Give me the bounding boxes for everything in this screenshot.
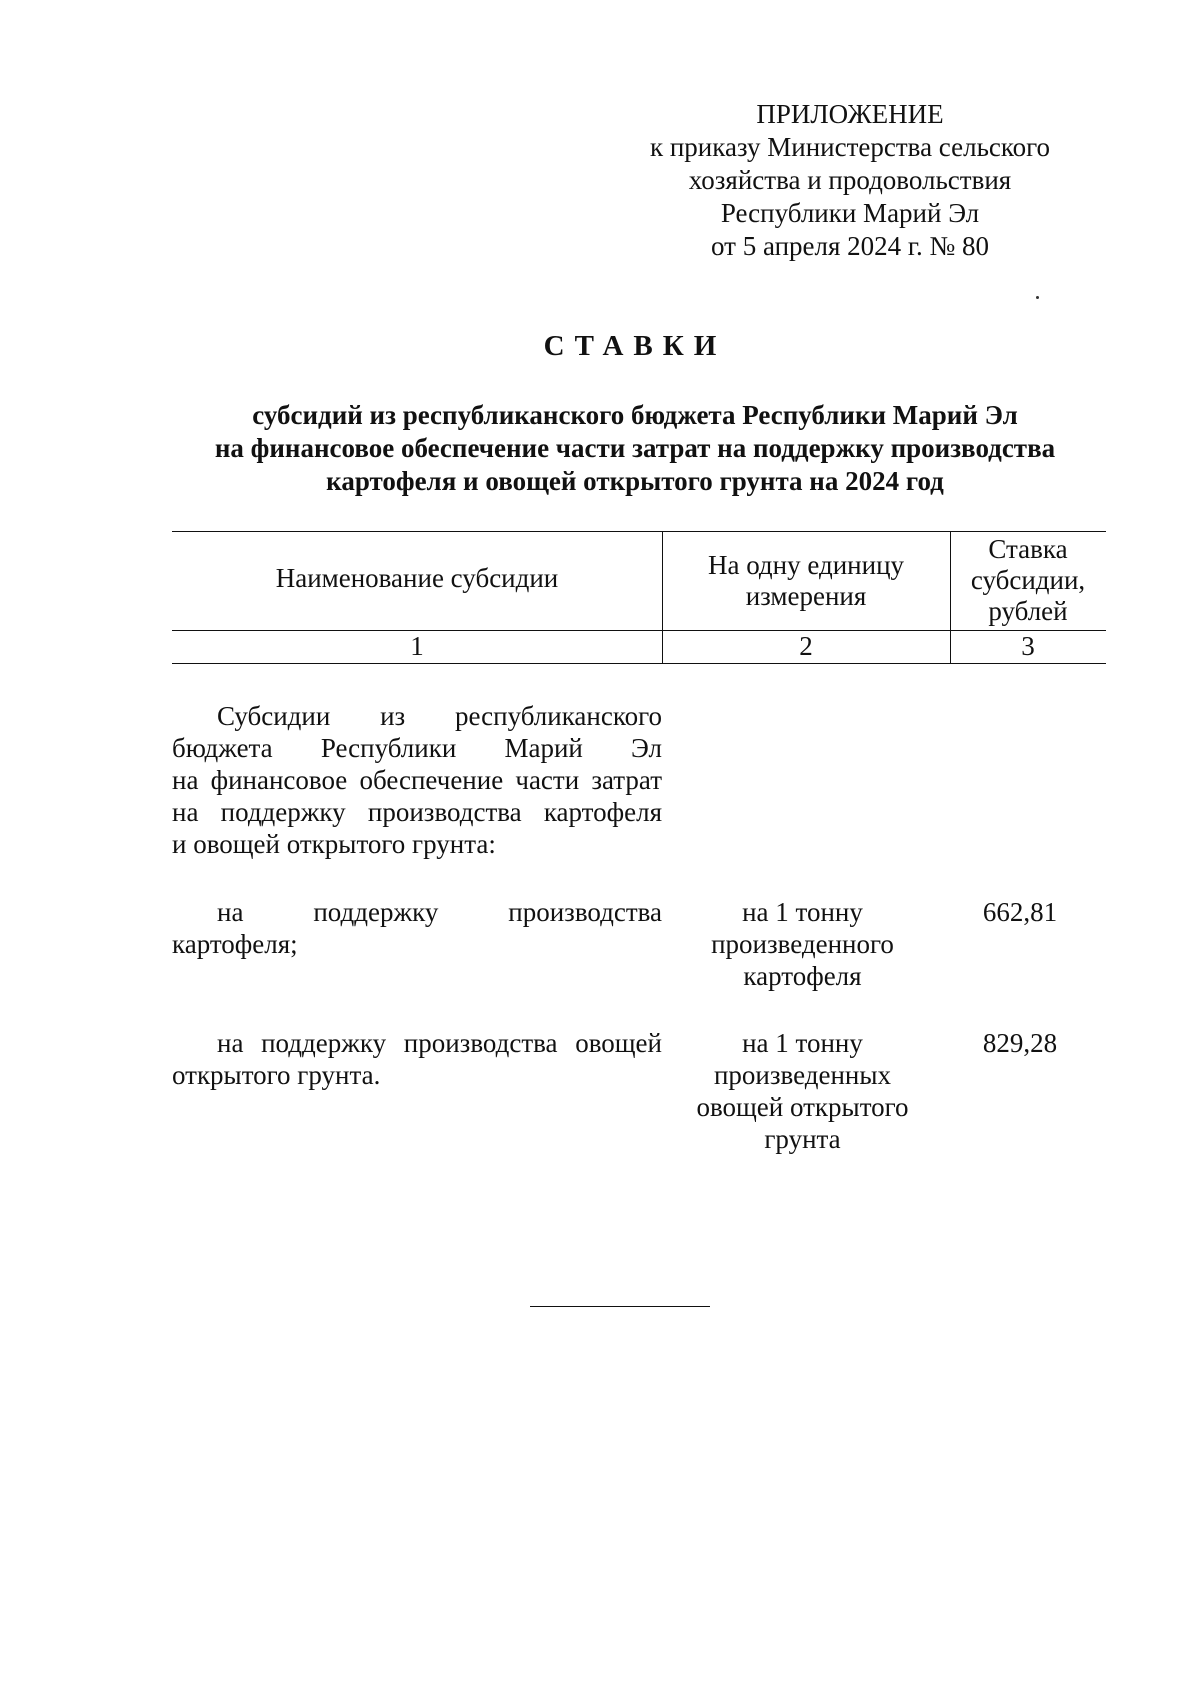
subtitle-line: картофеля и овощей открытого грунта на 2024 год <box>326 466 944 496</box>
intro-line: Субсидии из республиканского <box>217 701 662 731</box>
annex-block <box>620 98 1080 263</box>
row-name-line: картофеля; <box>172 929 298 959</box>
header-col3-label: субсидии, <box>970 565 1086 595</box>
row-unit-line: грунта <box>764 1124 841 1154</box>
row-unit-line: произведенного <box>711 929 894 959</box>
subtitle-line: субсидий из республиканского бюджета Республики Марий Эл <box>252 400 1018 430</box>
annex-heading: ПРИЛОЖЕНИЕ <box>756 99 944 129</box>
row-unit-line: произведенных <box>713 1060 892 1090</box>
subsidy-intro <box>172 700 662 860</box>
header-col2-label: измерения <box>745 581 867 611</box>
row-unit-line: на 1 тонну <box>742 1028 863 1058</box>
scan-speck <box>1036 296 1039 299</box>
header-col2-label: На одну единицу <box>707 550 905 580</box>
document-end-rule <box>530 1306 710 1307</box>
row-name-potatoes <box>172 896 662 960</box>
row-unit-line: картофеля <box>743 961 862 991</box>
row-rate-vegetables: 829,28 <box>982 1028 1058 1058</box>
annex-date-number: от 5 апреля 2024 г. № 80 <box>711 231 989 261</box>
header-subsidy-name <box>172 563 662 594</box>
annex-line: Республики Марий Эл <box>720 198 980 228</box>
row-name-line: открытого грунта. <box>172 1060 381 1090</box>
annex-line: хозяйства и продовольствия <box>688 165 1012 195</box>
document-title: СТАВКИ <box>543 330 727 362</box>
intro-line: на поддержку производства картофеля <box>172 797 662 827</box>
row-name-line: на поддержку производства <box>217 897 662 927</box>
row-unit-line: на 1 тонну <box>742 897 863 927</box>
row-unit-potatoes <box>680 896 925 992</box>
row-unit-vegetables <box>680 1027 925 1155</box>
column-number: 3 <box>1021 631 1035 661</box>
table-numbers-bottom-rule <box>172 663 1106 664</box>
row-name-line: на поддержку производства овощей <box>217 1028 662 1058</box>
table-top-rule <box>172 531 1106 532</box>
intro-line: на финансовое обеспечение части затрат <box>172 765 662 795</box>
header-col3-label: Ставка <box>988 534 1068 564</box>
annex-line: к приказу Министерства сельского <box>649 132 1051 162</box>
column-number: 2 <box>799 631 813 661</box>
row-rate-potatoes: 662,81 <box>982 897 1058 927</box>
header-col3-label: рублей <box>988 596 1068 626</box>
row-unit-line: овощей открытого <box>696 1092 909 1122</box>
intro-line: и овощей открытого грунта: <box>172 829 496 859</box>
header-col1-label: Наименование субсидии <box>275 563 559 593</box>
subtitle-line: на финансовое обеспечение части затрат на поддержку производства <box>214 433 1056 463</box>
column-number: 1 <box>410 631 424 661</box>
row-name-vegetables <box>172 1027 662 1091</box>
intro-line: бюджета Республики Марий Эл <box>172 733 662 763</box>
document-subtitle <box>150 399 1120 498</box>
header-rate <box>950 534 1106 627</box>
header-unit <box>662 550 950 612</box>
